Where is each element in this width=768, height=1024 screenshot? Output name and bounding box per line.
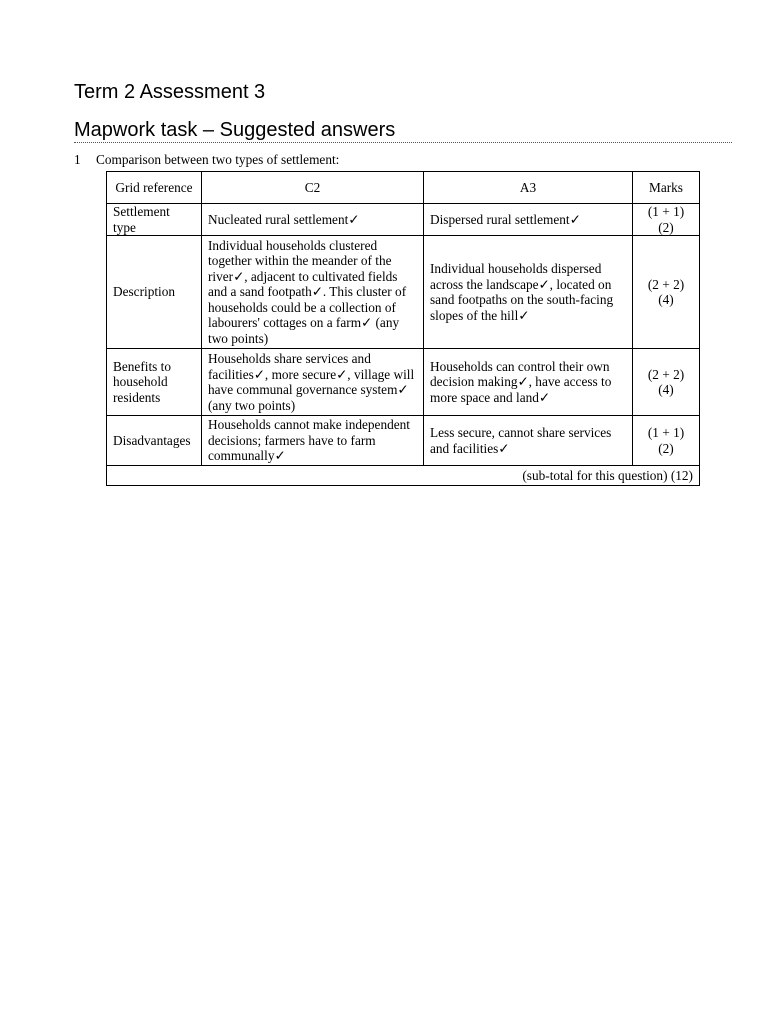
cell-marks — [633, 349, 700, 416]
subtotal-row — [107, 466, 700, 486]
page-title: Term 2 Assessment 3 — [74, 81, 266, 103]
cell-marks — [633, 204, 700, 236]
header-grid-reference: Grid reference — [107, 172, 202, 204]
marks-total: (2) — [658, 440, 674, 456]
marks-total: (2) — [658, 219, 674, 235]
header-c2: C2 — [202, 172, 424, 204]
page-subtitle: Mapwork task – Suggested answers — [74, 117, 732, 143]
cell-a3: Individual households dispersed across the landscape✓, located on sand footpaths on the south-facing slopes of the hill✓ — [424, 236, 633, 349]
table-header-row — [107, 172, 700, 204]
cell-a3: Dispersed rural settlement✓ — [424, 204, 633, 236]
header-a3: A3 — [424, 172, 633, 204]
cell-a3: Households can control their own decision making✓, have access to more space and land✓ — [424, 349, 633, 416]
marks-split: (1 + 1) — [647, 425, 685, 440]
row-label: Settlement type — [107, 204, 202, 236]
marks-total: (4) — [658, 382, 674, 397]
table-row — [107, 204, 700, 236]
table-row — [107, 416, 700, 466]
cell-c2: Households share services and facilities✓, more secure✓, village will have communal governance system✓ (any two points) — [202, 349, 424, 416]
marks-split: (1 + 1) — [647, 204, 685, 219]
question-text: Comparison between two types of settlement: — [96, 152, 340, 167]
row-label: Description — [107, 236, 202, 349]
marks-split: (2 + 2) — [647, 276, 685, 292]
answers-table — [106, 171, 700, 486]
marks-split: (2 + 2) — [647, 366, 685, 382]
cell-marks — [633, 236, 700, 349]
row-label: Benefits to household residents — [107, 349, 202, 416]
question-prompt — [74, 152, 339, 168]
cell-c2: Nucleated rural settlement✓ — [202, 204, 424, 236]
marks-total: (4) — [658, 292, 674, 307]
subtotal-text: (sub-total for this question) (12) — [107, 466, 700, 486]
row-label: Disadvantages — [107, 416, 202, 466]
table-row — [107, 236, 700, 349]
cell-marks — [633, 416, 700, 466]
cell-c2: Individual households clustered together within the meander of the river✓, adjacent to cultivated fields and a sand footpath✓. This cluster of households could be a collection of labourers' cottages on a farm✓ (any two points) — [202, 236, 424, 349]
table-row — [107, 349, 700, 416]
header-marks: Marks — [633, 172, 700, 204]
cell-a3: Less secure, cannot share services and facilities✓ — [424, 416, 633, 466]
cell-c2: Households cannot make independent decisions; farmers have to farm communally✓ — [202, 416, 424, 466]
question-number: 1 — [74, 152, 81, 167]
